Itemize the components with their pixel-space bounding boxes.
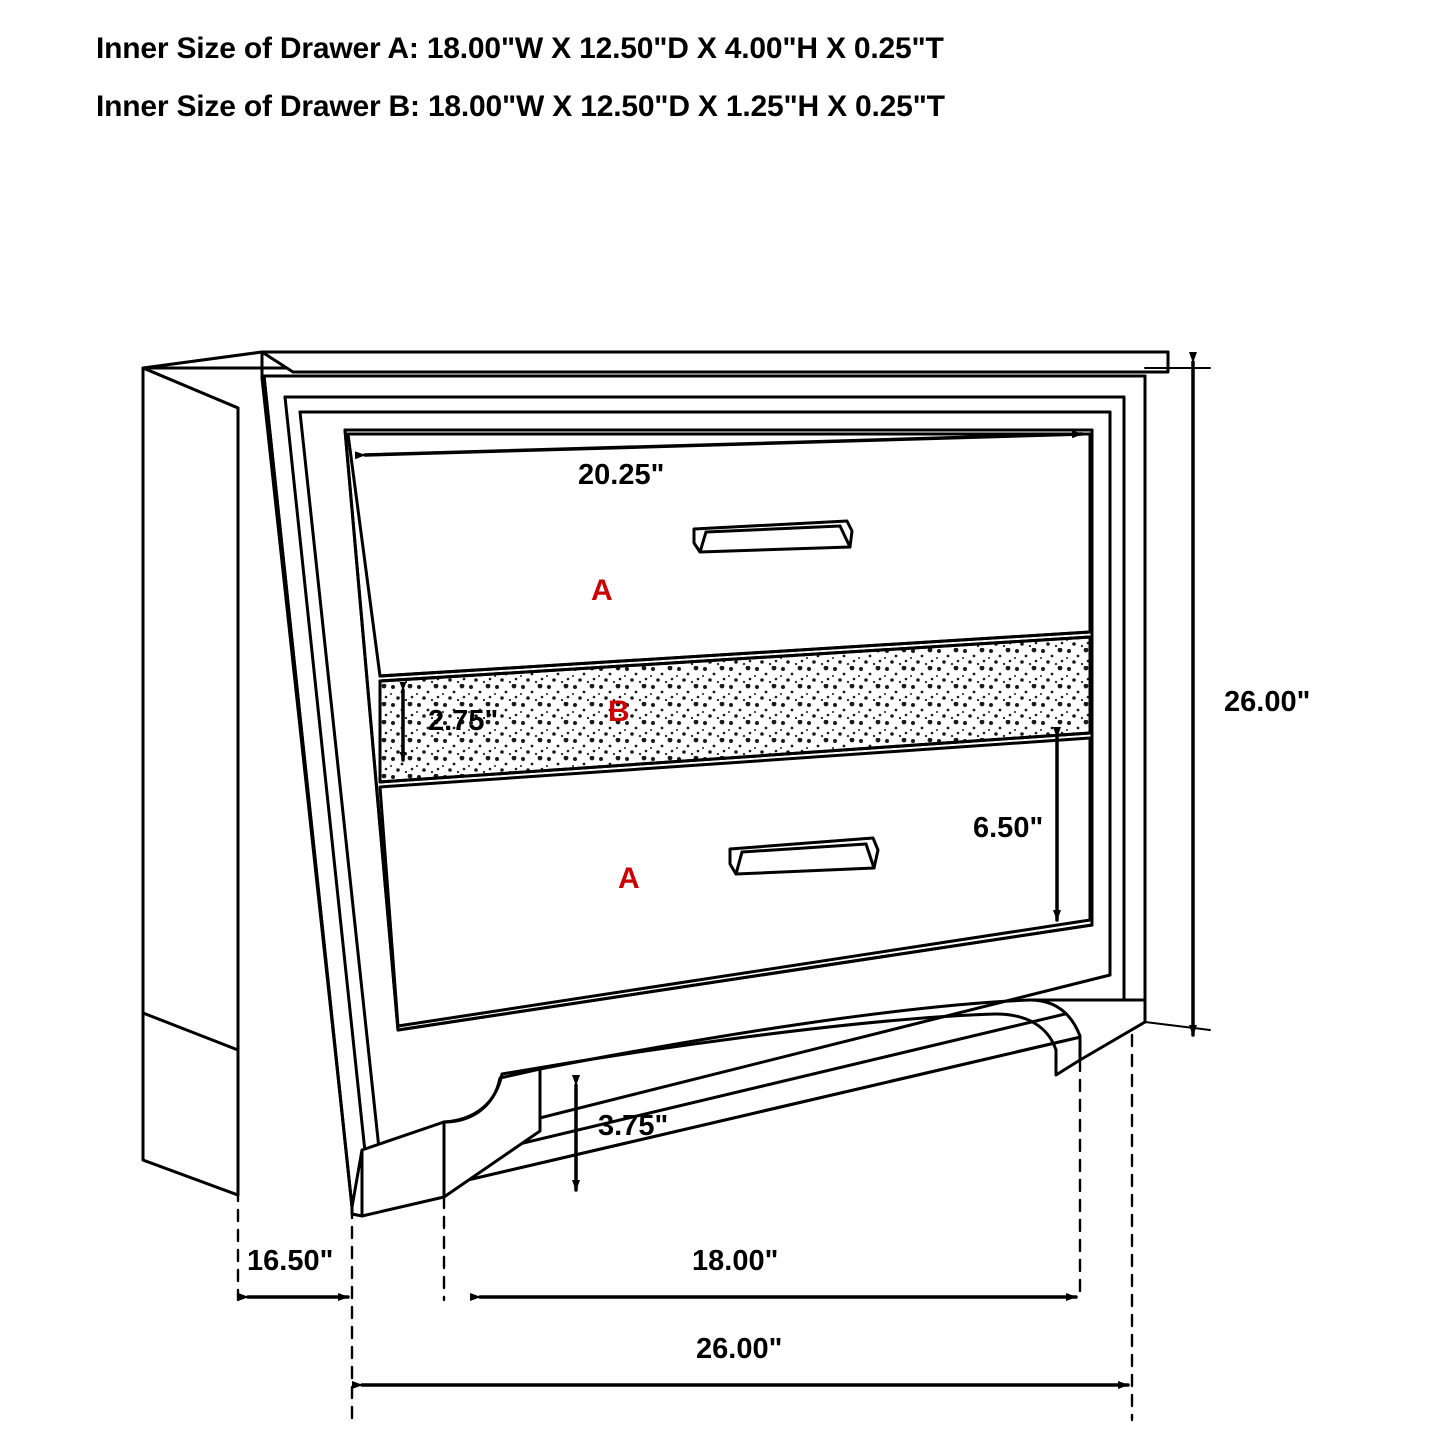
header-line-drawer-a: Inner Size of Drawer A: 18.00"W X 12.50"D X 4.00"H X 0.25"T [96,32,944,65]
dim-label-overall-width: 26.00" [696,1333,783,1365]
dim-label-drawer-b-height: 2.75" [428,705,499,737]
callout-drawer-b: B [608,695,630,728]
header-line-drawer-b: Inner Size of Drawer B: 18.00"W X 12.50"D X 1.25"H X 0.25"T [96,90,945,123]
dim-label-drawer-a-height: 6.50" [973,812,1044,844]
callout-drawer-a-bottom: A [618,862,640,895]
dim-label-overall-height: 26.00" [1224,686,1311,718]
dim-label-leg-height: 3.75" [598,1110,669,1142]
dim-label-inner-width: 20.25" [578,459,665,491]
dim-label-depth: 16.50" [247,1245,334,1277]
dim-label-foot-span: 18.00" [692,1245,779,1277]
callout-drawer-a-top: A [591,574,613,607]
